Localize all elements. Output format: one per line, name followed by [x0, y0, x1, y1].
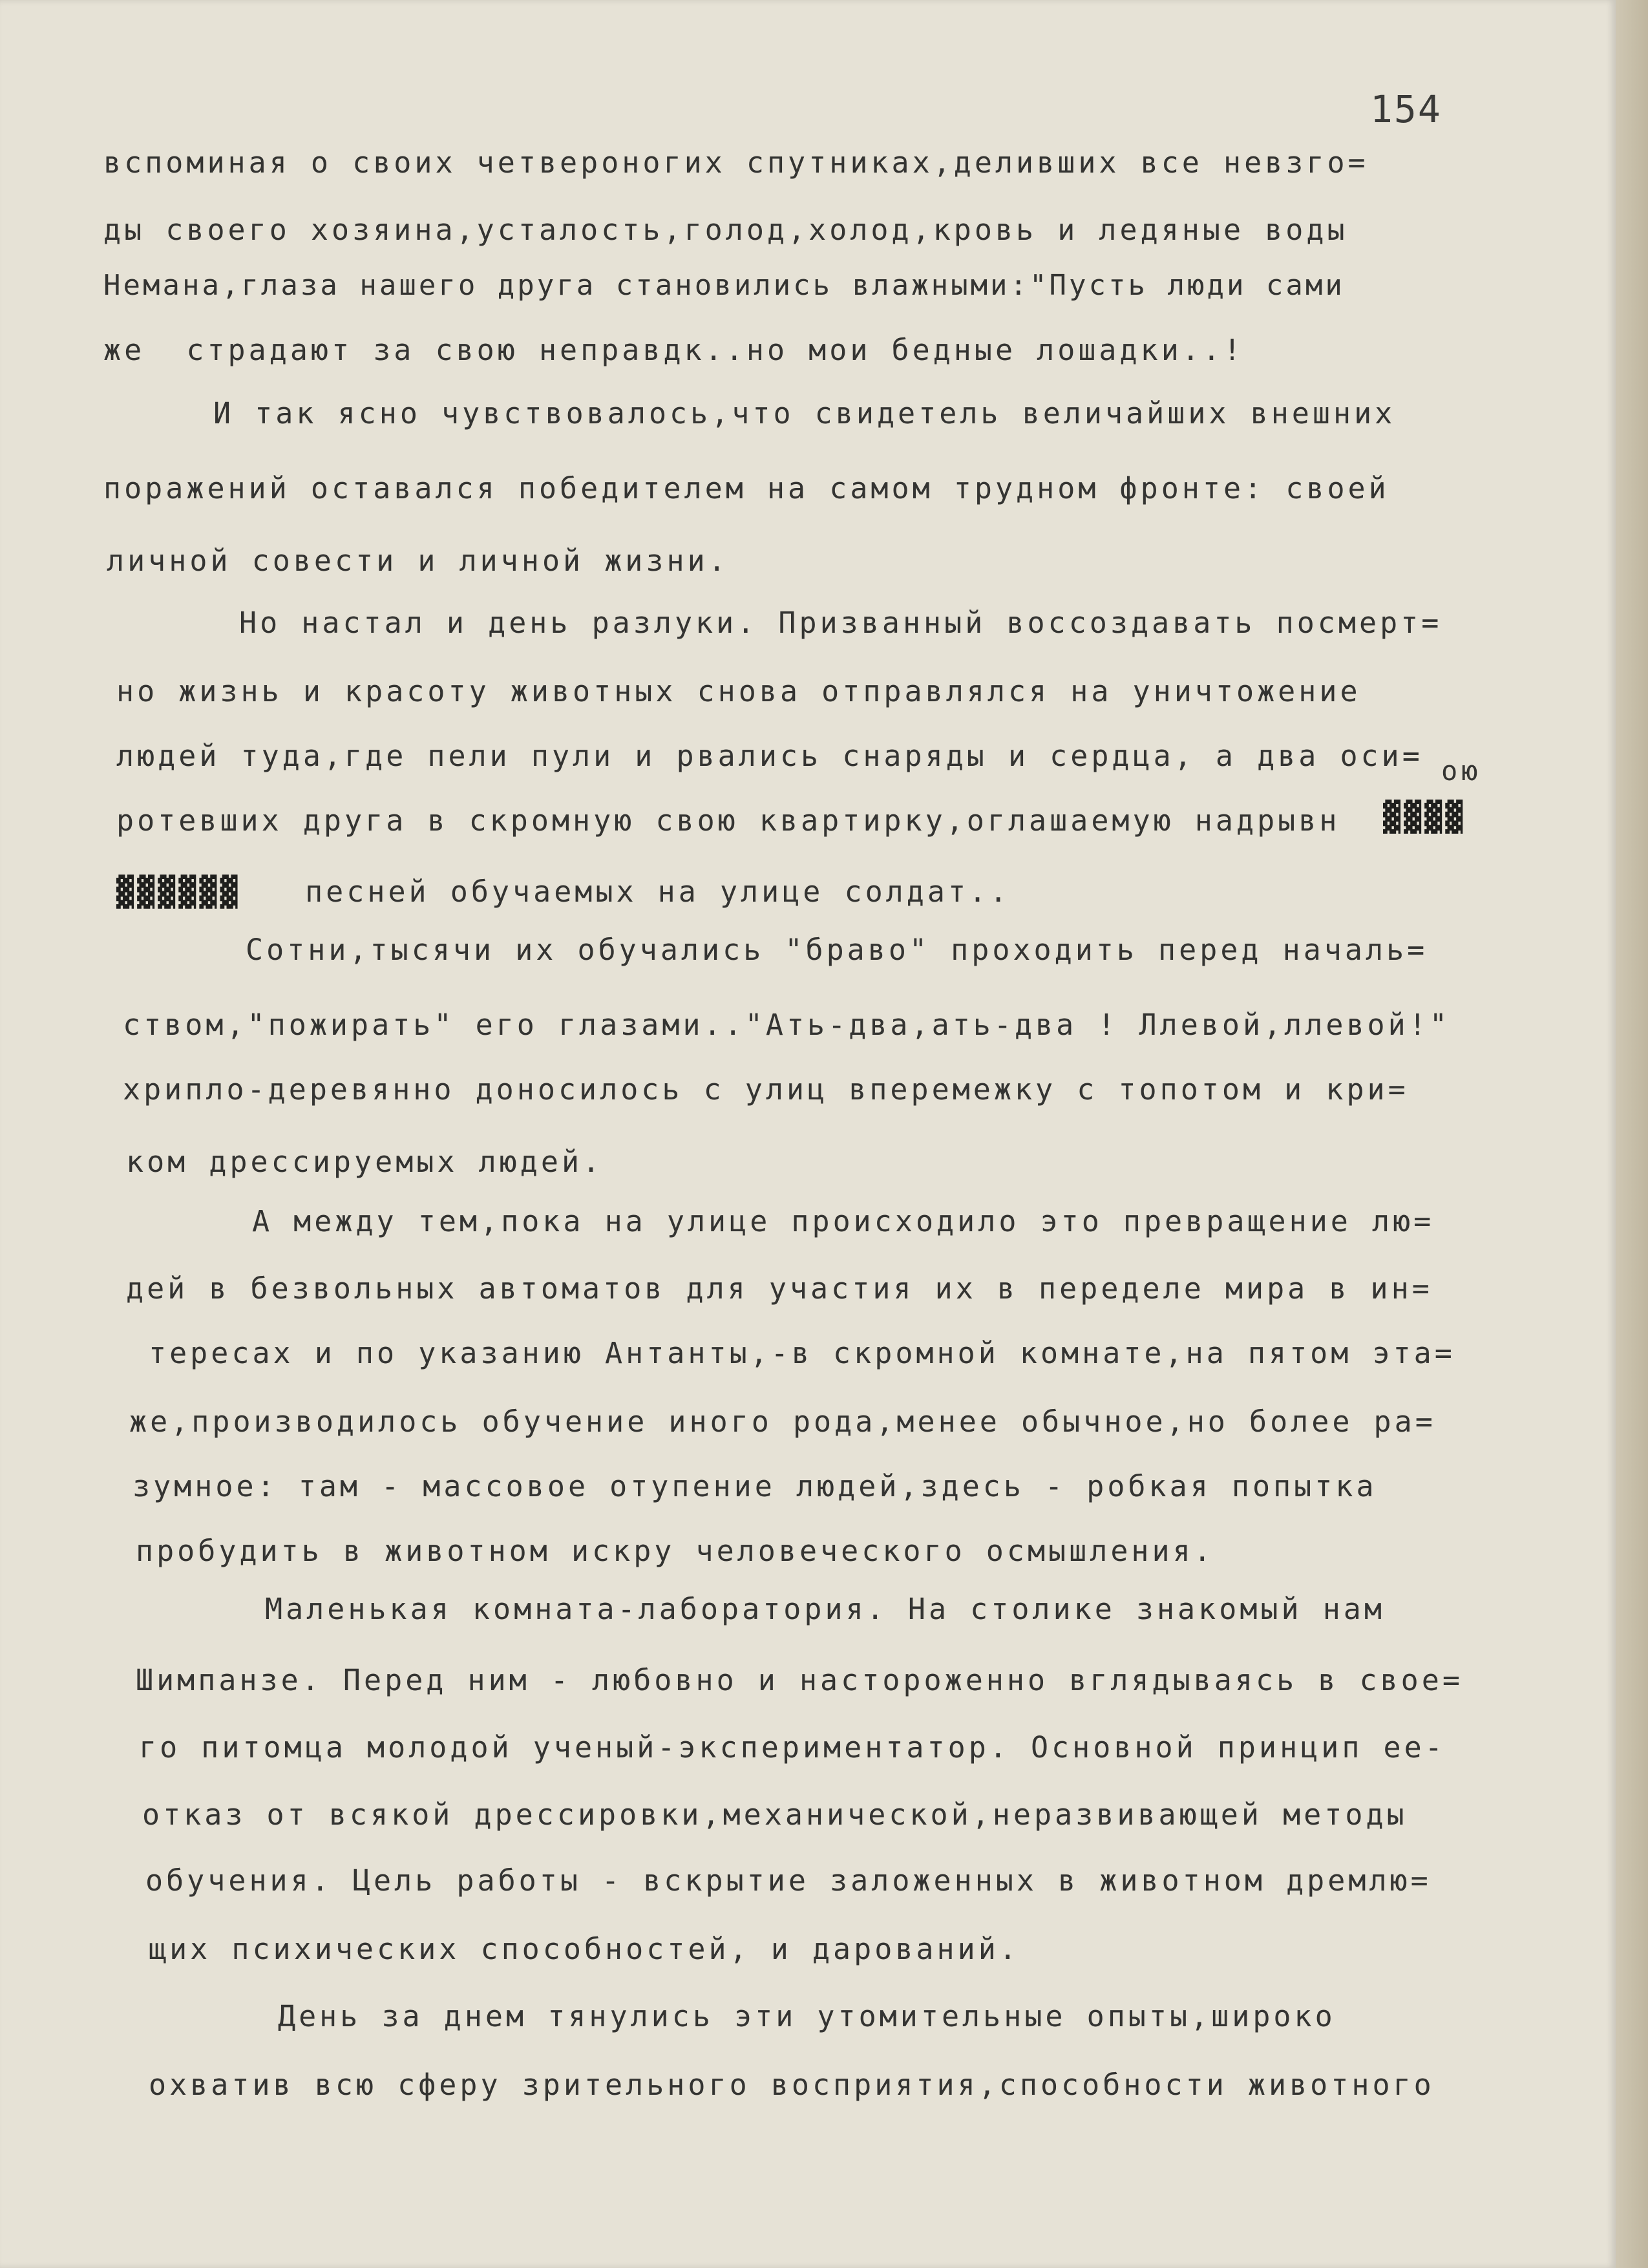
strikeout-blot: ▓▓▓▓▓▓ — [116, 874, 241, 909]
text-line: ком дрессируемых людей. — [126, 1145, 604, 1179]
text-line: ством,"пожирать" его глазами.."Ать-два,ать-два ! Ллевой,ллевой!" — [123, 1008, 1450, 1042]
text-line: же,производилось обучение иного рода,менее обычное,но более ра= — [129, 1404, 1436, 1439]
marginal-insertion: ою — [1441, 755, 1482, 787]
text-line: ды своего хозяина,усталость,голод,холод,кровь и ледяные воды — [103, 213, 1348, 247]
text-line: людей туда,где пели пули и рвались снаряды и сердца, а два оси= — [116, 739, 1423, 773]
text-line: Сотни,тысячи их обучались "браво" проходить перед началь= — [246, 933, 1428, 967]
text-line: Шимпанзе. Перед ним - любовно и настороженно вглядываясь в свое= — [136, 1663, 1463, 1697]
text-line: го питомца молодой ученый-экспериментатор. Основной принцип ее- — [139, 1730, 1446, 1765]
text-line: вспоминая о своих четвероногих спутниках,деливших все невзго= — [103, 145, 1369, 180]
text-line: щих психических способностей, и дарований. — [149, 1932, 1020, 1966]
text-line: Немана,глаза нашего друга становились влажными:"Пусть люди сами — [103, 269, 1345, 302]
text-line: охватив всю сферу зрительного восприятия,способности животного — [149, 2068, 1435, 2102]
text-line: дей в безвольных автоматов для участия их в переделе мира в ин= — [126, 1271, 1433, 1306]
page-number: 154 — [1370, 87, 1442, 131]
text-line: И так ясно чувствовалось,что свидетель величайших внешних — [213, 396, 1396, 430]
text-line: А между тем,пока на улице происходило это превращение лю= — [252, 1204, 1435, 1238]
text-line: отказ от всякой дрессировки,механической,неразвивающей методы — [142, 1797, 1408, 1832]
text-line: Но настал и день разлуки. Призванный воссоздавать посмерт= — [239, 606, 1442, 640]
strikeout-blot: ▓▓▓▓ — [1383, 800, 1466, 834]
text-line: День за днем тянулись эти утомительные опыты,широко — [278, 1999, 1336, 2033]
text-line: хрипло-деревянно доносилось с улиц вперемежку с топотом и кри= — [123, 1072, 1409, 1107]
text-line: обучения. Цель работы - вскрытие заложенных в животном дремлю= — [145, 1863, 1431, 1898]
text-line: ротевших друга в скромную свою квартирку,оглашаемую надрывн — [116, 803, 1340, 838]
text-line: песней обучаемых на улице солдат.. — [284, 874, 1011, 909]
text-line: пробудить в животном искру человеческого осмышления. — [136, 1534, 1214, 1568]
text-line: же страдают за свою неправдк..но мои бедные лошадки..! — [103, 333, 1245, 367]
paper-edge — [1616, 0, 1648, 2268]
text-line: Маленькая комната-лаборатория. На столике знакомый нам — [265, 1592, 1385, 1626]
text-line: но жизнь и красоту животных снова отправлялся на уничтожение — [116, 674, 1361, 708]
text-line: тересах и по указанию Антанты,-в скромной комнате,на пятом эта= — [149, 1336, 1455, 1370]
text-line: зумное: там - массовое отупение людей,здесь - робкая попытка — [132, 1469, 1377, 1503]
text-line: поражений оставался победителем на самом трудном фронте: своей — [103, 471, 1389, 505]
text-line: личной совести и личной жизни. — [107, 544, 729, 578]
